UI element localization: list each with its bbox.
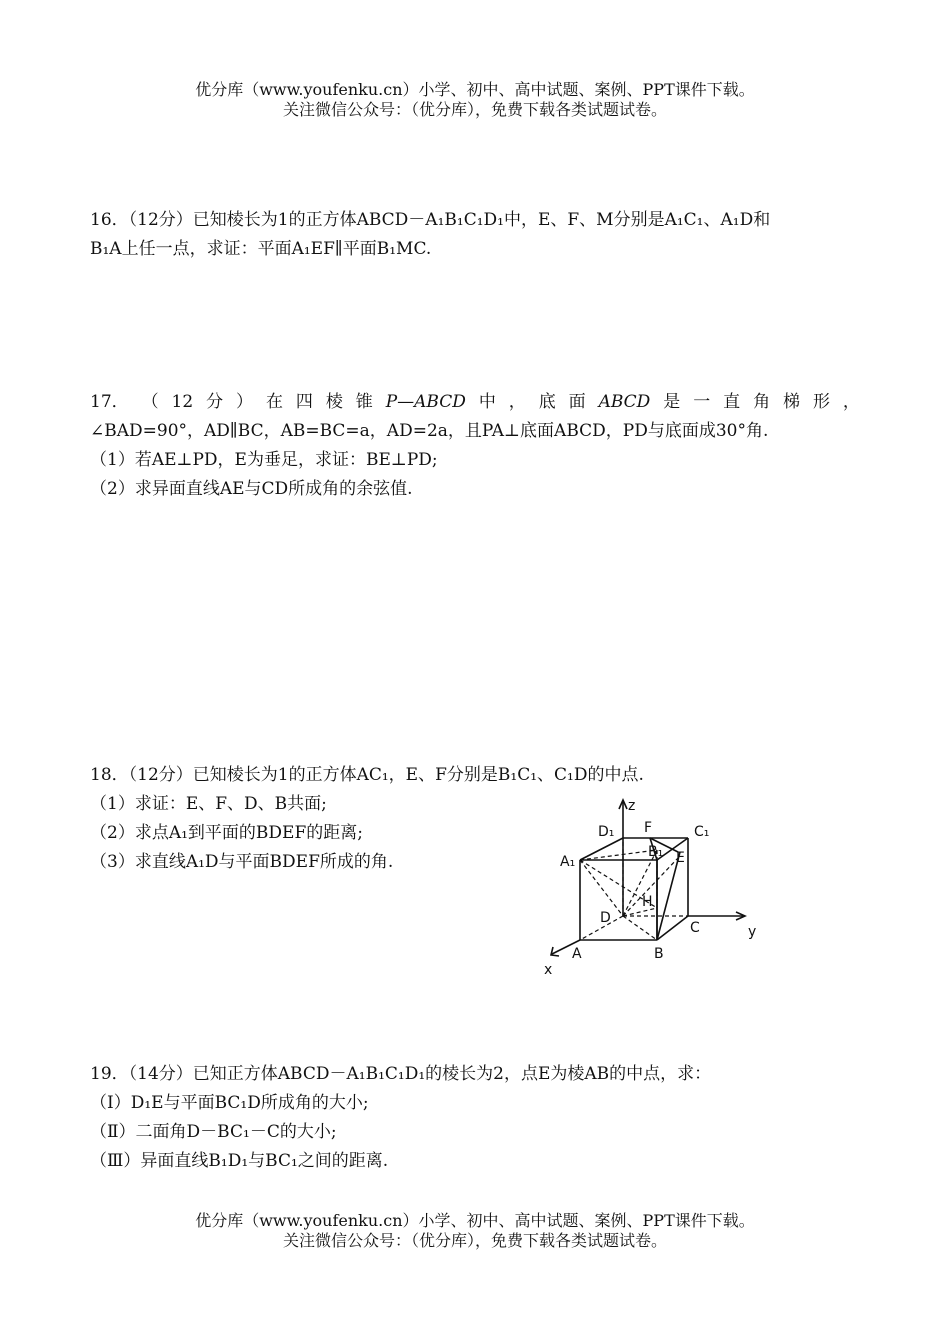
q17-token: 是	[663, 392, 681, 412]
q17-token: 分	[206, 392, 224, 412]
label-B: B	[654, 946, 664, 962]
q19-part-2: （Ⅱ）二面角D－BC₁－C的大小;	[90, 1122, 337, 1142]
label-x: x	[544, 962, 553, 978]
q17-token: ，	[842, 392, 860, 412]
label-F: F	[644, 820, 653, 836]
label-D1: D₁	[598, 824, 615, 840]
q17-line-2: ∠BAD=90°，AD∥BC，AB=BC=a，AD=2a，且PA⊥底面ABCD，PD与底面成30°角.	[90, 421, 769, 441]
label-y: y	[748, 924, 757, 940]
question-19	[90, 1060, 860, 1176]
q17-token: 12	[171, 392, 194, 412]
q17-token: 形	[812, 392, 830, 412]
label-A1: A₁	[560, 854, 576, 870]
q17-token: （	[141, 392, 159, 412]
label-C1: C₁	[694, 824, 710, 840]
label-E: E	[676, 850, 685, 866]
question-17	[90, 388, 860, 504]
q17-token: ，	[508, 392, 526, 412]
q17-token: 在	[265, 392, 283, 412]
q16-line-2: B₁A上任一点，求证：平面A₁EF∥平面B₁MC.	[90, 239, 432, 259]
hidden-edges	[580, 838, 688, 940]
footer-line-2: 关注微信公众号：（优分库），免费下载各类试题试卷。	[282, 1231, 667, 1250]
q17-token: 梯	[783, 392, 800, 412]
page-header	[0, 80, 950, 120]
q18-line-1: 18．（12分）已知棱长为1的正方体AC₁，E、F分别是B₁C₁、C₁D的中点.	[90, 765, 644, 785]
q17-token: 直	[723, 392, 741, 412]
q17-token: 四	[295, 392, 313, 412]
visible-edges	[580, 838, 688, 940]
q17-token: 锥	[355, 392, 373, 412]
q17-token: ）	[236, 392, 254, 412]
q17-token: ABCD	[598, 392, 651, 412]
label-z: z	[628, 798, 636, 814]
q17-part-1: （1）若AE⊥PD，E为垂足，求证：BE⊥PD;	[90, 450, 438, 470]
q17-token: 一	[693, 392, 711, 412]
label-A: A	[572, 946, 582, 962]
q17-part-2: （2）求异面直线AE与CD所成角的余弦值.	[90, 479, 413, 499]
label-B1: B₁	[648, 844, 664, 860]
label-D: D	[600, 910, 611, 926]
label-C: C	[690, 920, 700, 936]
q17-token: 中	[478, 392, 496, 412]
q17-line-1	[90, 388, 860, 417]
footer-line-1: 优分库（www.youfenku.cn）小学、初中、高中试题、案例、PPT课件下载。	[195, 1211, 755, 1230]
q17-token: 底	[538, 392, 556, 412]
question-16	[90, 206, 860, 264]
q16-line-1: 16．（12分）已知棱长为1的正方体ABCD－A₁B₁C₁D₁中，E、F、M分别是A₁C₁、A₁D和	[90, 210, 771, 230]
q18-part-3: （3）求直线A₁D与平面BDEF所成的角.	[90, 852, 394, 872]
page-footer	[0, 1211, 950, 1251]
cube-figure	[540, 796, 770, 986]
q17-token: 17．	[90, 392, 129, 412]
q19-part-3: （Ⅲ）异面直线B₁D₁与BC₁之间的距离.	[90, 1151, 389, 1171]
q19-line-1: 19．（14分）已知正方体ABCD－A₁B₁C₁D₁的棱长为2，点E为棱AB的中点，求：	[90, 1064, 712, 1084]
header-line-1: 优分库（www.youfenku.cn）小学、初中、高中试题、案例、PPT课件下载。	[195, 80, 755, 99]
q18-part-2: （2）求点A₁到平面的BDEF的距离;	[90, 823, 363, 843]
q17-token: 面	[568, 392, 586, 412]
header-line-2: 关注微信公众号：（优分库），免费下载各类试题试卷。	[282, 100, 667, 119]
label-H: H	[642, 894, 653, 910]
q17-token: 棱	[325, 392, 343, 412]
q19-part-1: （Ⅰ）D₁E与平面BC₁D所成角的大小;	[90, 1093, 369, 1113]
q18-part-1: （1）求证：E、F、D、B共面;	[90, 794, 327, 814]
q17-token: P—ABCD	[385, 392, 466, 412]
q17-token: 角	[753, 392, 771, 412]
